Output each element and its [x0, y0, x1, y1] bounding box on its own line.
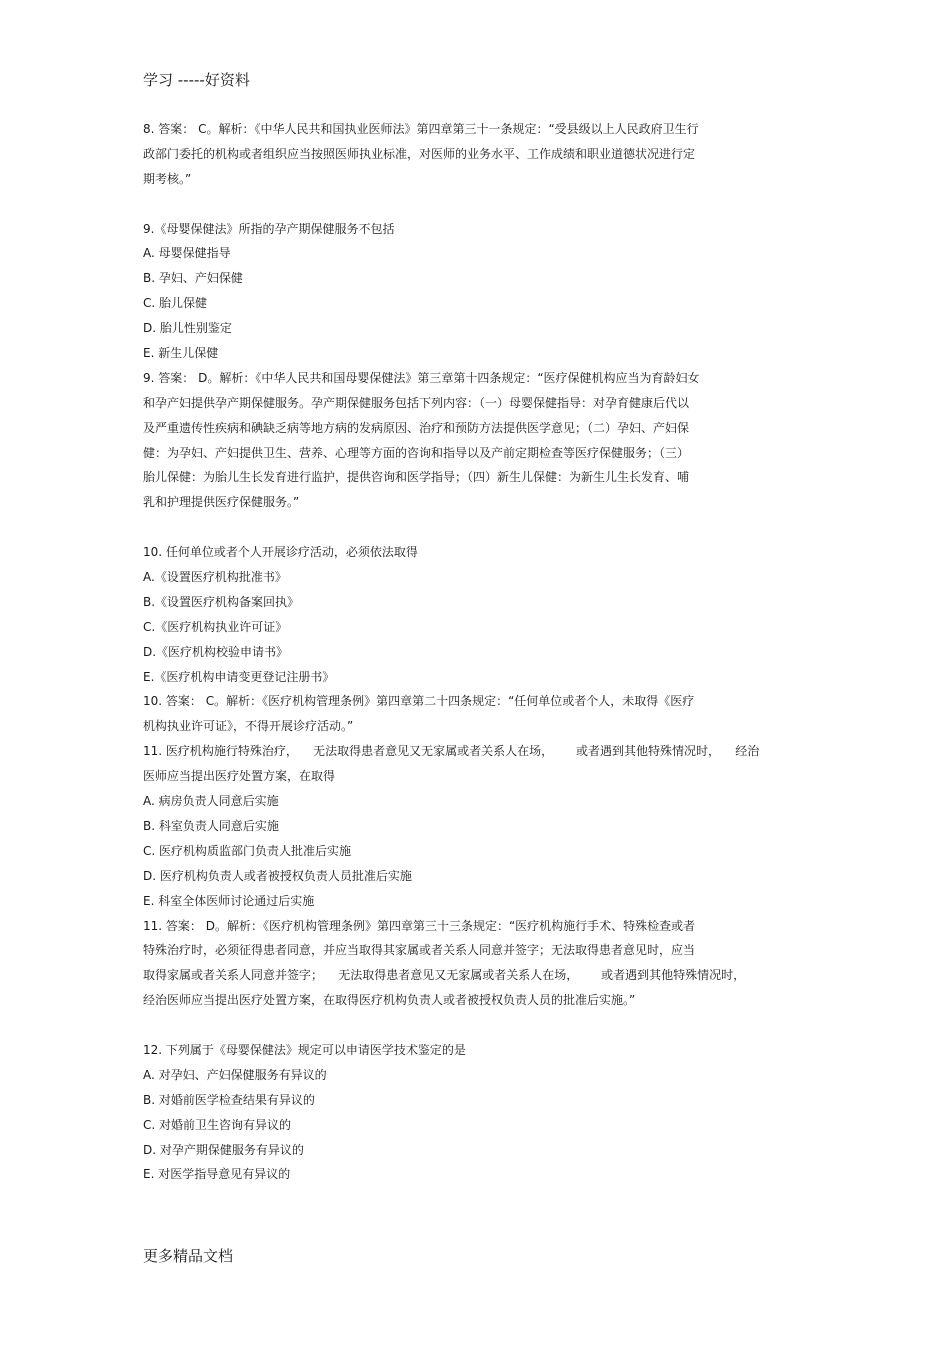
text-line: E. 对医学指导意见有异议的 [143, 1167, 291, 1182]
paragraph-gap [143, 515, 813, 540]
text-line: 10. 答案： C。解析：《医疗机构管理条例》第四章第二十四条规定：“任何单位或者个人，未取得《医疗 [143, 694, 695, 709]
text-line: 及严重遗传性疾病和碘缺乏病等地方病的发病原因、治疗和预防方法提供医学意见；（二）孕妇、产妇保 [143, 420, 690, 435]
text-line: 机构执业许可证》，不得开展诊疗活动。” [143, 719, 354, 734]
text-line: A. 对孕妇、产妇保健服务有异议的 [143, 1067, 327, 1082]
text-line: B. 对婚前医学检查结果有异议的 [143, 1092, 315, 1107]
document-body [143, 117, 813, 1187]
text-line: 和孕产妇提供孕产期保健服务。孕产期保健服务包括下列内容：（一）母婴保健指导：对孕育健康后代以 [143, 395, 690, 410]
text-line: 医师应当提出医疗处置方案，在取得 [143, 769, 336, 784]
text-line: 胎儿保健：为胎儿生长发育进行监护，提供咨询和医学指导；（四）新生儿保健：为新生儿生长发育、哺 [143, 470, 690, 485]
text-line: C.《医疗机构执业许可证》 [143, 619, 288, 634]
text-line: C. 医疗机构质监部门负责人批准后实施 [143, 843, 352, 858]
text-line: 11. 答案： D。解析：《医疗机构管理条例》第四章第三十三条规定：“医疗机构施行手术、特殊检查或者 [143, 918, 696, 933]
text-line: 9. 答案： D。解析：《中华人民共和国母婴保健法》第三章第十四条规定：“医疗保健机构应当为育龄妇女 [143, 370, 700, 385]
text-line: 期考核。” [143, 171, 192, 186]
text-line: 9.《母婴保健法》所指的孕产期保健服务不包括 [143, 221, 395, 236]
text-line: 特殊治疗时，必须征得患者同意，并应当取得其家属或者关系人同意并签字；无法取得患者意见时，应当 [143, 943, 696, 958]
text-line: 11. 医疗机构施行特殊治疗， 无法取得患者意见又无家属或者关系人在场， 或者遇到其他特殊情况时， 经治 [143, 744, 760, 759]
text-line: E. 新生儿保健 [143, 346, 219, 361]
text-line: A.《设置医疗机构批准书》 [143, 570, 287, 585]
text-line: 取得家属或者关系人同意并签字； 无法取得患者意见又无家属或者关系人在场， 或者遇到其他特殊情况时， [143, 968, 746, 983]
paragraph-gap [143, 1013, 813, 1038]
text-line: B.《设置医疗机构备案回执》 [143, 594, 300, 609]
paragraph-gap [143, 192, 813, 217]
text-line: D.《医疗机构校验申请书》 [143, 644, 289, 659]
text-line: C. 胎儿保健 [143, 296, 208, 311]
text-line: 健：为孕妇、产妇提供卫生、营养、心理等方面的咨询和指导以及产前定期检查等医疗保健服务；（三） [143, 445, 690, 460]
page-header: 学习 -----好资料 [143, 71, 250, 89]
text-line: 政部门委托的机构或者组织应当按照医师执业标准，对医师的业务水平、工作成绩和职业道德状况进行定 [143, 146, 696, 161]
text-line: C. 对婚前卫生咨询有异议的 [143, 1117, 292, 1132]
text-line: 12. 下列属于《母婴保健法》规定可以申请医学技术鉴定的是 [143, 1042, 466, 1057]
text-line: B. 孕妇、产妇保健 [143, 271, 243, 286]
text-line: 10. 任何单位或者个人开展诊疗活动，必须依法取得 [143, 545, 418, 560]
text-line: A. 病房负责人同意后实施 [143, 794, 279, 809]
text-line: 经治医师应当提出医疗处置方案，在取得医疗机构负责人或者被授权负责人员的批准后实施。” [143, 993, 636, 1008]
text-line: 乳和护理提供医疗保健服务。” [143, 495, 300, 510]
text-line: B. 科室负责人同意后实施 [143, 818, 279, 833]
text-line: E. 科室全体医师讨论通过后实施 [143, 893, 315, 908]
page-footer: 更多精品文档 [143, 1247, 234, 1265]
text-line: 8. 答案： C。解析：《中华人民共和国执业医师法》第四章第三十一条规定：“受县级以上人民政府卫生行 [143, 122, 699, 136]
text-line: D. 医疗机构负责人或者被授权负责人员批准后实施 [143, 868, 412, 883]
text-line: E.《医疗机构申请变更登记注册书》 [143, 669, 335, 684]
text-line: D. 对孕产期保健服务有异议的 [143, 1142, 304, 1157]
text-line: A. 母婴保健指导 [143, 246, 231, 261]
text-line: D. 胎儿性别鉴定 [143, 321, 232, 336]
